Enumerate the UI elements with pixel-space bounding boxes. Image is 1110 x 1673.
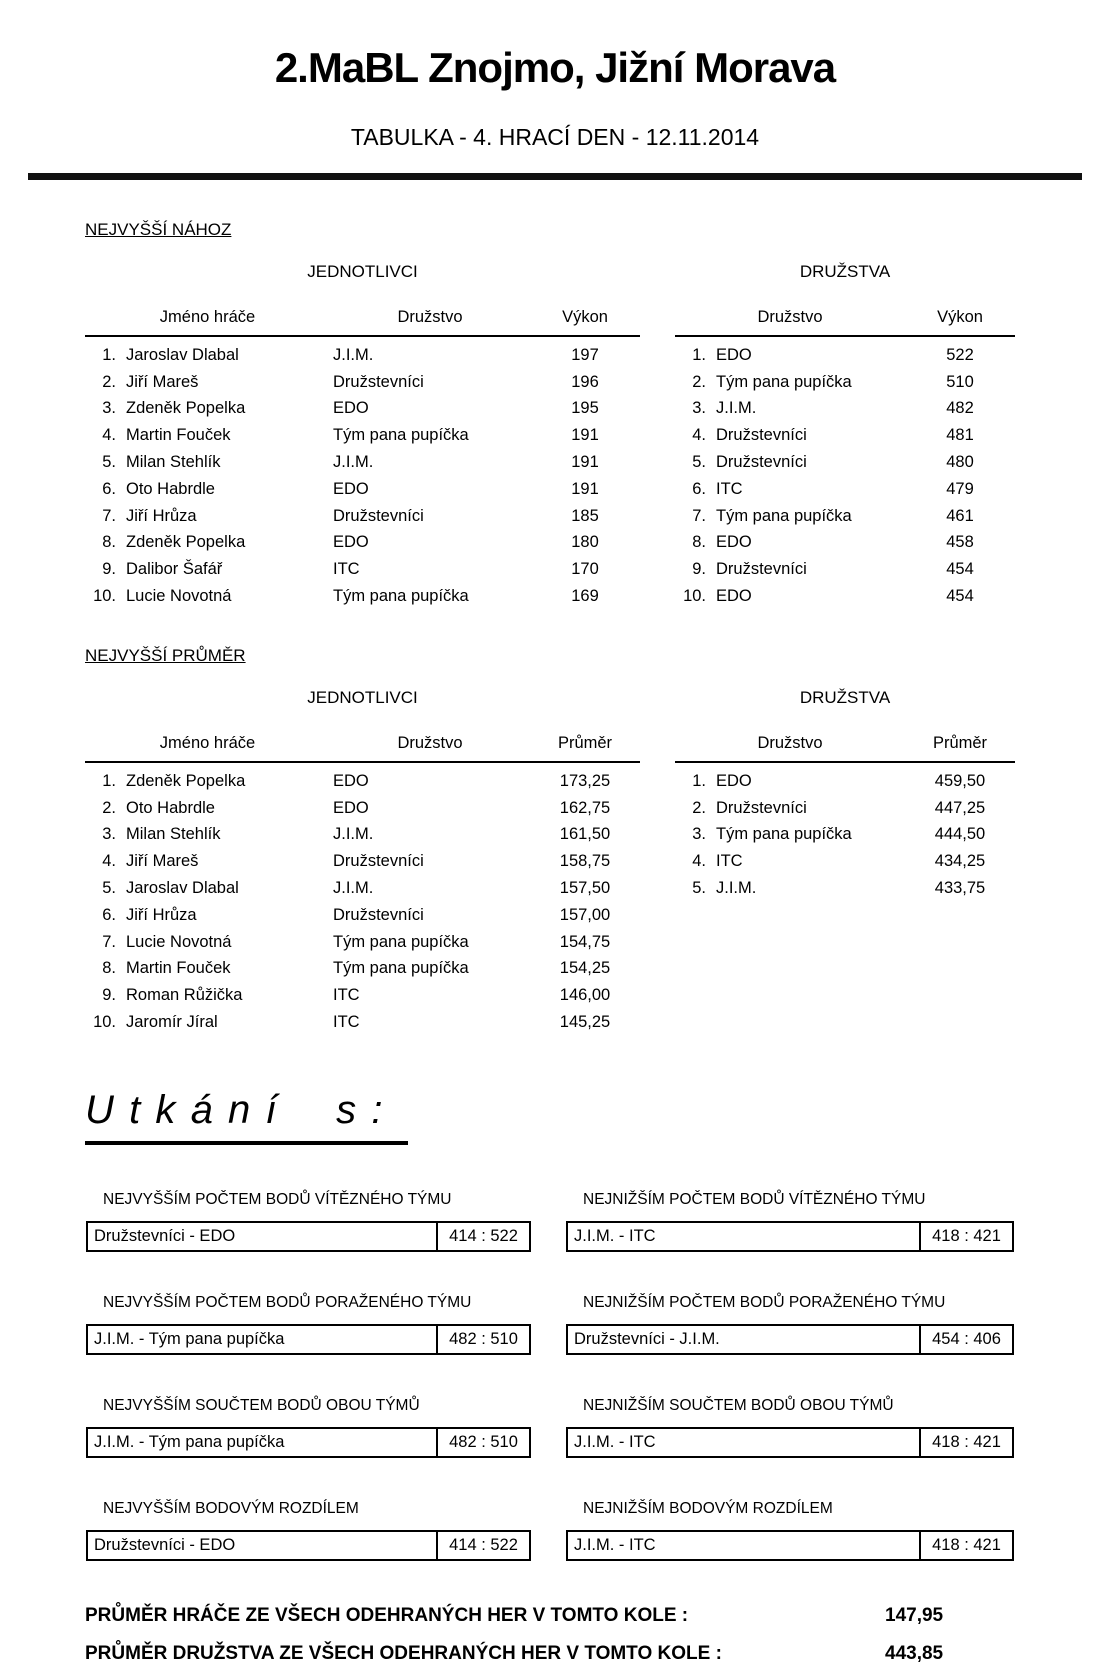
rank: 1. [692, 771, 706, 790]
column-header-value: Výkon [562, 308, 608, 326]
column-header-team: Družstvo [397, 733, 463, 752]
score-value: 479 [946, 479, 974, 498]
table-body [675, 337, 1015, 610]
average-value: 459,50 [934, 771, 986, 790]
column-header-team: Družstvo [757, 733, 823, 752]
team-name: J.I.M. [716, 399, 757, 418]
footer-line [85, 1605, 1110, 1627]
player-name: Zdeněk Popelka [126, 533, 246, 552]
rank: 7. [102, 506, 116, 525]
table-row [675, 369, 1015, 396]
footer [85, 1605, 1110, 1665]
rank: 6. [692, 479, 706, 498]
column-header-team: Družstvo [757, 308, 823, 326]
match-item [86, 1191, 531, 1252]
double-divider [28, 173, 1082, 180]
table-row [85, 449, 640, 476]
column-header-team: Družstvo [397, 308, 463, 326]
table-row [675, 848, 1015, 875]
average-value: 434,25 [934, 852, 986, 871]
table-teams-prumer [675, 688, 1015, 1036]
player-name: Martin Fouček [126, 426, 231, 445]
team-name: EDO [716, 345, 752, 364]
table-body [85, 337, 640, 610]
score-value: 180 [571, 533, 599, 552]
score-value: 510 [946, 372, 974, 391]
average-value: 157,50 [559, 879, 611, 898]
average-value: 154,25 [559, 959, 611, 978]
table-row [85, 848, 640, 875]
rank: 4. [692, 852, 706, 871]
table-row [85, 476, 640, 503]
table-title: JEDNOTLIVCI [307, 687, 418, 707]
team-name: Tým pana pupíčka [333, 587, 469, 606]
match-teams: J.I.M. - ITC [574, 1535, 656, 1554]
score-value: 170 [571, 560, 599, 579]
score-value: 480 [946, 453, 974, 472]
column-header-name: Jméno hráče [159, 733, 256, 752]
score-value: 197 [571, 345, 599, 364]
match-box [86, 1427, 531, 1458]
table-row [85, 556, 640, 583]
player-name: Martin Fouček [126, 959, 231, 978]
team-name: Družstevníci [333, 852, 424, 871]
table-row [675, 476, 1015, 503]
table-row [85, 369, 640, 396]
match-category-label: NEJVYŠŠÍM POČTEM BODŮ PORAŽENÉHO TÝMU [103, 1293, 472, 1311]
player-name: Milan Stehlík [126, 825, 221, 844]
team-name: EDO [333, 533, 369, 552]
match-score: 482 : 510 [436, 1429, 529, 1456]
rank: 8. [102, 959, 116, 978]
match-box [566, 1530, 1014, 1561]
table-row [85, 583, 640, 610]
match-teams: Družstevníci - EDO [94, 1535, 236, 1554]
rank: 6. [102, 905, 116, 924]
player-name: Jiří Hrůza [126, 506, 197, 525]
match-item [566, 1294, 1014, 1355]
score-value: 196 [571, 372, 599, 391]
match-category-label: NEJVYŠŠÍM BODOVÝM ROZDÍLEM [103, 1499, 359, 1517]
player-name: Jaroslav Dlabal [126, 345, 239, 364]
team-name: ITC [716, 479, 743, 498]
match-score: 418 : 421 [919, 1429, 1012, 1456]
footer-value-team-average: 443,85 [885, 1642, 944, 1664]
rank: 1. [102, 345, 116, 364]
score-value: 191 [571, 453, 599, 472]
section-heading-prumer: NEJVYŠŠÍ PRŮMĚR [85, 645, 246, 665]
match-score: 454 : 406 [919, 1326, 1012, 1353]
score-value: 482 [946, 399, 974, 418]
score-value: 454 [946, 560, 974, 579]
rank: 4. [102, 852, 116, 871]
average-value: 444,50 [934, 825, 986, 844]
table-row [85, 1009, 640, 1036]
average-value: 162,75 [559, 798, 611, 817]
table-row [675, 556, 1015, 583]
match-teams: Družstevníci - EDO [94, 1226, 236, 1245]
average-value: 161,50 [559, 825, 611, 844]
average-value: 433,75 [934, 879, 986, 898]
table-body [85, 763, 640, 1036]
player-name: Oto Habrdle [126, 479, 215, 498]
team-name: EDO [333, 771, 369, 790]
rank: 4. [692, 426, 706, 445]
table-row [85, 795, 640, 822]
page-subtitle: TABULKA - 4. HRACÍ DEN - 12.11.2014 [350, 124, 760, 150]
table-row [85, 768, 640, 795]
match-score: 418 : 421 [919, 1532, 1012, 1559]
rank: 3. [102, 399, 116, 418]
rank: 1. [102, 771, 116, 790]
rank: 10. [93, 1013, 116, 1032]
player-name: Lucie Novotná [126, 587, 232, 606]
match-item [86, 1397, 531, 1458]
team-name: Družstevníci [716, 560, 807, 579]
table-row [85, 530, 640, 557]
rank: 3. [102, 825, 116, 844]
score-value: 169 [571, 587, 599, 606]
rank: 9. [102, 560, 116, 579]
score-value: 195 [571, 399, 599, 418]
match-score: 482 : 510 [436, 1326, 529, 1353]
table-header-row [675, 308, 1015, 337]
rank: 3. [692, 825, 706, 844]
match-score: 414 : 522 [436, 1532, 529, 1559]
average-value: 447,25 [934, 798, 986, 817]
rank: 10. [93, 587, 116, 606]
player-name: Jaroslav Dlabal [126, 879, 239, 898]
column-header-name: Jméno hráče [159, 308, 256, 326]
team-name: ITC [333, 986, 360, 1005]
average-value: 145,25 [559, 1013, 611, 1032]
rank: 6. [102, 479, 116, 498]
score-value: 458 [946, 533, 974, 552]
footer-value-player-average: 147,95 [885, 1604, 944, 1626]
table-individuals-prumer [85, 688, 640, 1036]
section-heading-utkani: Utkání s: [85, 1088, 408, 1145]
rank: 3. [692, 399, 706, 418]
table-row [85, 342, 640, 369]
match-teams: J.I.M. - ITC [574, 1226, 656, 1245]
score-value: 454 [946, 587, 974, 606]
team-name: ITC [333, 560, 360, 579]
table-title: DRUŽSTVA [799, 687, 891, 707]
team-name: Družstevníci [716, 798, 807, 817]
section-heading-nahoz: NEJVYŠŠÍ NÁHOZ [85, 220, 232, 239]
table-row [85, 929, 640, 956]
player-name: Zdeněk Popelka [126, 399, 246, 418]
rank: 2. [102, 798, 116, 817]
page-title: 2.MaBL Znojmo, Jižní Morava [274, 44, 836, 91]
rank: 5. [692, 453, 706, 472]
match-category-label: NEJVYŠŠÍM SOUČTEM BODŮ OBOU TÝMŮ [103, 1396, 420, 1414]
team-name: Družstevníci [716, 453, 807, 472]
average-value: 158,75 [559, 852, 611, 871]
player-name: Lucie Novotná [126, 932, 232, 951]
rank: 1. [692, 345, 706, 364]
match-box [566, 1324, 1014, 1355]
table-row [85, 875, 640, 902]
match-item [86, 1294, 531, 1355]
column-header-value: Průměr [932, 733, 988, 752]
table-header-row [675, 734, 1015, 763]
team-name: Tým pana pupíčka [716, 372, 852, 391]
player-name: Milan Stehlík [126, 453, 221, 472]
table-row [675, 795, 1015, 822]
table-body [675, 763, 1015, 902]
table-row [85, 822, 640, 849]
footer-label-team-average: PRŮMĚR DRUŽSTVA ZE VŠECH ODEHRANÝCH HER V TOMTO KOLE : [85, 1642, 722, 1664]
team-name: J.I.M. [716, 879, 757, 898]
player-name: Jiří Hrůza [126, 905, 197, 924]
team-name: ITC [333, 1013, 360, 1032]
player-name: Jaromír Jíral [126, 1013, 218, 1032]
table-row [675, 875, 1015, 902]
player-name: Jiří Mareš [126, 372, 199, 391]
table-row [675, 396, 1015, 423]
table-row [675, 583, 1015, 610]
team-name: EDO [333, 479, 369, 498]
table-row [675, 768, 1015, 795]
team-name: EDO [333, 399, 369, 418]
tables-nahoz [85, 240, 1110, 610]
table-title: JEDNOTLIVCI [307, 262, 418, 281]
match-teams: J.I.M. - ITC [574, 1432, 656, 1451]
team-name: J.I.M. [333, 453, 374, 472]
player-name: Roman Růžička [126, 986, 243, 1005]
table-row [85, 982, 640, 1009]
score-value: 191 [571, 479, 599, 498]
team-name: Družstevníci [333, 372, 424, 391]
table-row [675, 822, 1015, 849]
team-name: J.I.M. [333, 825, 374, 844]
match-score: 418 : 421 [919, 1223, 1012, 1250]
matches-grid [86, 1191, 1014, 1561]
match-category-label: NEJNIŽŠÍM POČTEM BODŮ VÍTĚZNÉHO TÝMU [583, 1190, 926, 1208]
score-value: 191 [571, 426, 599, 445]
footer-line [85, 1643, 1110, 1665]
team-name: Tým pana pupíčka [716, 506, 852, 525]
rank: 5. [692, 879, 706, 898]
rank: 9. [102, 986, 116, 1005]
table-row [85, 902, 640, 929]
team-name: Tým pana pupíčka [333, 959, 469, 978]
table-row [85, 503, 640, 530]
match-item [566, 1191, 1014, 1252]
team-name: Družstevníci [333, 905, 424, 924]
match-category-label: NEJNIŽŠÍM SOUČTEM BODŮ OBOU TÝMŮ [583, 1396, 894, 1414]
team-name: EDO [716, 771, 752, 790]
team-name: ITC [716, 852, 743, 871]
rank: 8. [102, 533, 116, 552]
team-name: Družstevníci [333, 506, 424, 525]
table-title: DRUŽSTVA [799, 262, 891, 281]
average-value: 157,00 [559, 905, 611, 924]
match-box [86, 1324, 531, 1355]
table-row [675, 503, 1015, 530]
team-name: Družstevníci [716, 426, 807, 445]
table-teams-nahoz [675, 262, 1015, 610]
average-value: 146,00 [559, 986, 611, 1005]
average-value: 173,25 [559, 771, 611, 790]
player-name: Oto Habrdle [126, 798, 215, 817]
score-value: 481 [946, 426, 974, 445]
rank: 5. [102, 879, 116, 898]
rank: 8. [692, 533, 706, 552]
rank: 4. [102, 426, 116, 445]
match-box [566, 1427, 1014, 1458]
rank: 2. [692, 372, 706, 391]
match-category-label: NEJVYŠŠÍM POČTEM BODŮ VÍTĚZNÉHO TÝMU [103, 1190, 452, 1208]
rank: 7. [102, 932, 116, 951]
match-teams: J.I.M. - Tým pana pupíčka [94, 1432, 285, 1451]
rank: 2. [102, 372, 116, 391]
score-value: 185 [571, 506, 599, 525]
footer-label-player-average: PRŮMĚR HRÁČE ZE VŠECH ODEHRANÝCH HER V TOMTO KOLE : [85, 1604, 689, 1626]
rank: 7. [692, 506, 706, 525]
match-box [86, 1530, 531, 1561]
player-name: Jiří Mareš [126, 852, 199, 871]
team-name: J.I.M. [333, 345, 374, 364]
match-teams: Družstevníci - J.I.M. [574, 1329, 720, 1348]
average-value: 154,75 [559, 932, 611, 951]
match-category-label: NEJNIŽŠÍM BODOVÝM ROZDÍLEM [583, 1499, 833, 1517]
table-row [675, 342, 1015, 369]
tables-prumer [85, 666, 1110, 1036]
match-teams: J.I.M. - Tým pana pupíčka [94, 1329, 285, 1348]
table-row [675, 449, 1015, 476]
team-name: Tým pana pupíčka [333, 932, 469, 951]
match-box [86, 1221, 531, 1252]
team-name: Tým pana pupíčka [333, 426, 469, 445]
match-category-label: NEJNIŽŠÍM POČTEM BODŮ PORAŽENÉHO TÝMU [583, 1293, 946, 1311]
table-row [675, 422, 1015, 449]
table-row [85, 396, 640, 423]
rank: 5. [102, 453, 116, 472]
team-name: J.I.M. [333, 879, 374, 898]
score-value: 461 [946, 506, 974, 525]
table-header-row [85, 308, 640, 337]
match-item [566, 1397, 1014, 1458]
team-name: EDO [333, 798, 369, 817]
match-item [566, 1500, 1014, 1561]
table-row [85, 956, 640, 983]
team-name: EDO [716, 587, 752, 606]
match-score: 414 : 522 [436, 1223, 529, 1250]
rank: 10. [683, 587, 706, 606]
table-row [675, 530, 1015, 557]
column-header-value: Výkon [937, 308, 983, 326]
team-name: Tým pana pupíčka [716, 825, 852, 844]
player-name: Dalibor Šafář [126, 560, 223, 579]
player-name: Zdeněk Popelka [126, 771, 246, 790]
table-individuals-nahoz [85, 262, 640, 610]
column-header-value: Průměr [557, 733, 613, 752]
rank: 2. [692, 798, 706, 817]
score-value: 522 [946, 345, 974, 364]
match-box [566, 1221, 1014, 1252]
team-name: EDO [716, 533, 752, 552]
table-header-row [85, 734, 640, 763]
rank: 9. [692, 560, 706, 579]
match-item [86, 1500, 531, 1561]
table-row [85, 422, 640, 449]
